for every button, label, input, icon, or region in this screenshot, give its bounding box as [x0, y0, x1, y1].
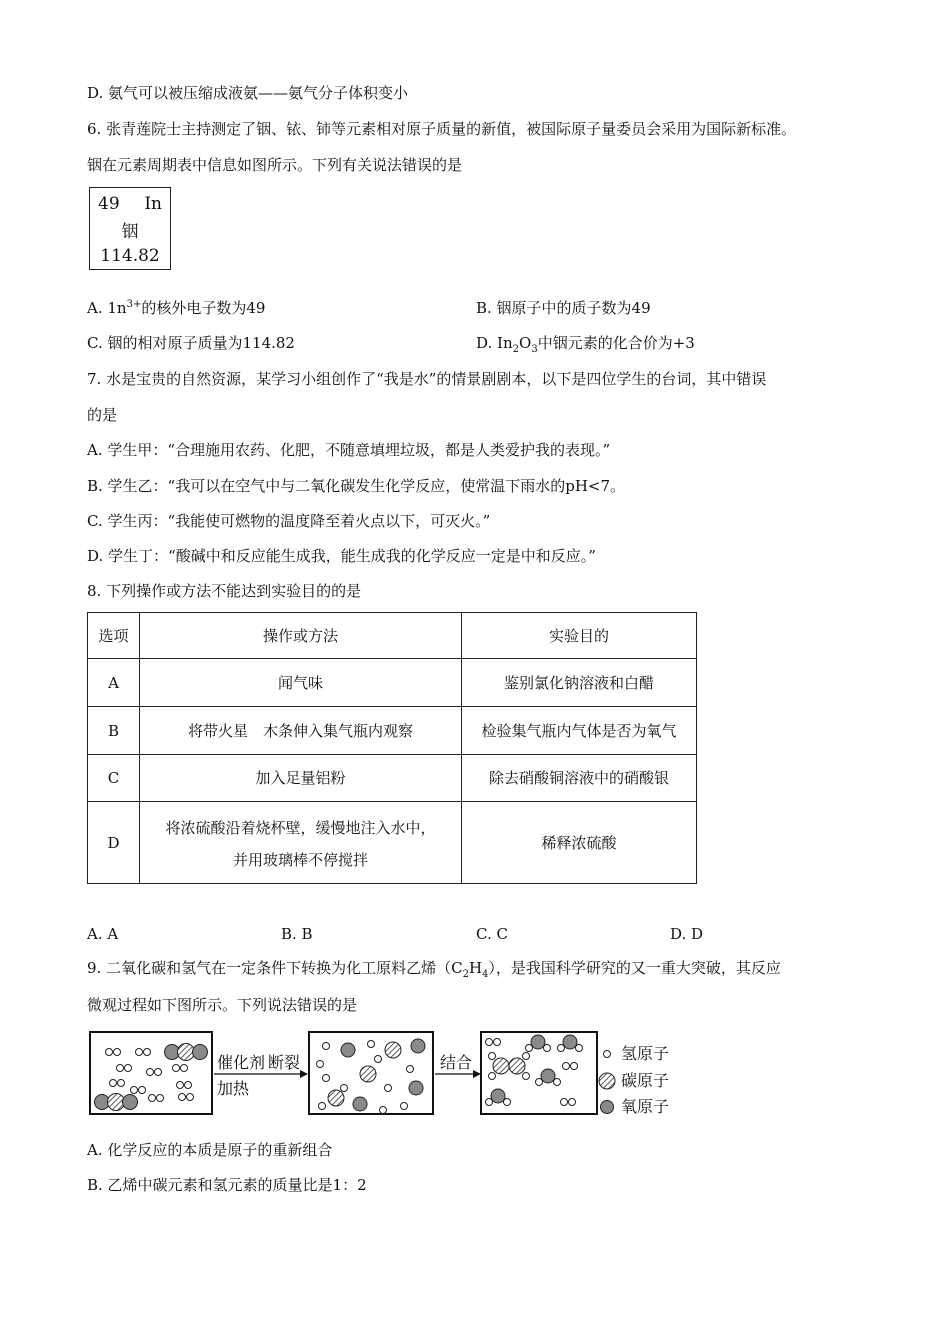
q7-option-a: A. 学生甲：“合理施用农药、化肥，不随意填埋垃圾，都是人类爱护我的表现。” — [87, 441, 611, 459]
legend-hydrogen: 氢原子 — [621, 1044, 670, 1063]
q6-option-c: C. 铟的相对原子质量为114.82 — [87, 334, 295, 352]
atom-legend — [599, 1044, 669, 1116]
q7-option-c: C. 学生丙：“我能使可燃物的温度降至着火点以下，可灭火。” — [87, 512, 491, 530]
atomic-mass: 114.82 — [100, 246, 160, 266]
q8-option-a: A. A — [87, 925, 119, 943]
arrow1-bottom-label: 加热 — [217, 1079, 250, 1098]
row-method-line1: 将浓硫酸沿着烧杯壁，缓慢地注入水中， — [165, 818, 436, 837]
table-row — [88, 707, 697, 755]
header-option: 选项 — [88, 613, 140, 659]
reaction-diagram — [88, 1026, 688, 1121]
element-symbol: In — [144, 194, 162, 214]
row-purpose: 除去硝酸铜溶液中的硝酸银 — [462, 755, 697, 802]
q6-option-b: B. 铟原子中的质子数为49 — [476, 299, 651, 317]
table-row — [88, 755, 697, 802]
q8-option-d: D. D — [670, 925, 704, 943]
oxygen-atom-icon — [601, 1101, 614, 1114]
row-option: C — [88, 755, 140, 802]
atomic-number: 49 — [98, 194, 120, 214]
hydrogen-atom-icon — [604, 1051, 611, 1058]
q9-option-a: A. 化学反应的本质是原子的重新组合 — [87, 1141, 333, 1159]
q5-option-d: D. 氨气可以被压缩成液氨——氨气分子体积变小 — [87, 84, 409, 102]
table-row — [88, 659, 697, 707]
indium-element-card — [89, 187, 171, 270]
q6-option-d: D. $In_2O_3$中铟元素的化合价为+3 — [476, 334, 695, 355]
q6-stem-line1: 6. 张青莲院士主持测定了铟、铱、铈等元素相对原子质量的新值，被国际原子量委员会采用为国际新标准。 — [87, 120, 797, 138]
table-header-row — [88, 613, 697, 659]
row-method — [140, 802, 462, 884]
legend-oxygen: 氧原子 — [621, 1097, 670, 1116]
row-purpose: 鉴别氯化钠溶液和白醋 — [462, 659, 697, 707]
q8-option-c: C. C — [476, 925, 508, 943]
q9-option-b: B. 乙烯中碳元素和氢元素的质量比是1：2 — [87, 1176, 367, 1194]
q6-stem-line2: 铟在元素周期表中信息如图所示。下列有关说法错误的是 — [87, 156, 463, 174]
row-option: A — [88, 659, 140, 707]
q8-stem: 8. 下列操作或方法不能达到实验目的的是 — [87, 582, 362, 600]
separated-atoms — [317, 1039, 426, 1114]
header-method: 操作或方法 — [140, 613, 462, 659]
experiment-table — [87, 612, 697, 884]
header-purpose: 实验目的 — [462, 613, 697, 659]
row-option: D — [88, 802, 140, 884]
row-purpose: 检验集气瓶内气体是否为氧气 — [462, 707, 697, 755]
row-purpose: 稀释浓硫酸 — [462, 802, 697, 884]
row-method: 加入足量铝粉 — [140, 755, 462, 802]
q9-stem-line1: 9. 二氧化碳和氢气在一定条件下转换为化工原料乙烯$(C_2H_4)$，是我国科学研究的又一重大突破，其反应 — [87, 959, 781, 980]
arrow1-right-label: 断裂 — [268, 1053, 301, 1072]
q7-stem-line1: 7. 水是宝贵的自然资源，某学习小组创作了“我是水”的情景剧剧本，以下是四位学生的台词，其中错误 — [87, 370, 767, 388]
q7-option-d: D. 学生丁：“酸碱中和反应能生成我，能生成我的化学反应一定是中和反应。” — [87, 547, 596, 565]
q9-stem-line2: 微观过程如下图所示。下列说法错误的是 — [87, 996, 358, 1014]
product-molecules — [486, 1035, 583, 1106]
arrow2-top-label: 结合 — [440, 1053, 473, 1072]
table-row — [88, 802, 697, 884]
element-name: 铟 — [121, 222, 139, 242]
q7-option-b: B. 学生乙：“我可以在空气中与二氧化碳发生化学反应，使常温下雨水的pH<7。 — [87, 477, 626, 495]
row-option: B — [88, 707, 140, 755]
q8-option-b: B. B — [281, 925, 313, 943]
row-method: 将带火星 木条伸入集气瓶内观察 — [140, 707, 462, 755]
reactant-molecules — [95, 1044, 208, 1111]
row-method-line2: 并用玻璃棒不停搅拌 — [232, 850, 368, 869]
row-method: 闻气味 — [140, 659, 462, 707]
q7-stem-line2: 的是 — [87, 406, 118, 424]
arrow1-top-label: 催化剂 — [217, 1053, 266, 1072]
legend-carbon: 碳原子 — [621, 1071, 670, 1090]
q6-option-a: A. $1n^{3+}$的核外电子数为49 — [87, 299, 266, 317]
carbon-atom-icon — [599, 1073, 615, 1089]
